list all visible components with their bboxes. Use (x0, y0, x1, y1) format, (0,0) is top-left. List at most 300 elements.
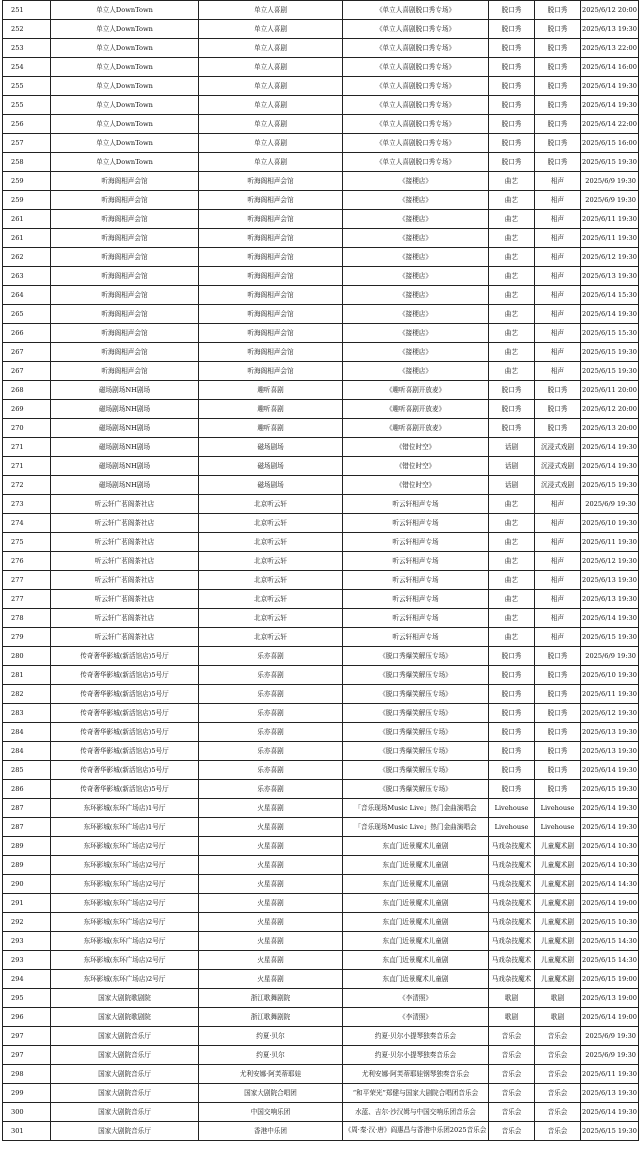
cell-category: 曲艺 (489, 286, 535, 305)
table-row (3, 913, 639, 932)
cell-show-time: 2025/6/14 14:30 (581, 875, 639, 894)
cell-category: Livehouse (489, 799, 535, 818)
table-row (3, 552, 639, 571)
table-row (3, 286, 639, 305)
cell-show-time: 2025/6/13 19:30 (581, 742, 639, 761)
cell-venue: 单立人DownTown (51, 96, 199, 115)
cell-category: 曲艺 (489, 552, 535, 571)
cell-subcategory: 脱口秀 (535, 704, 581, 723)
cell-organizer: 听海阁相声会馆 (199, 343, 343, 362)
cell-organizer: 北京听云轩 (199, 552, 343, 571)
table-row (3, 172, 639, 191)
cell-subcategory: 脱口秀 (535, 1, 581, 20)
cell-organizer: 听海阁相声会馆 (199, 210, 343, 229)
cell-show-title: 尤利安娜·阿芙蒂耶娃钢琴独奏音乐会 (343, 1065, 489, 1084)
table-row (3, 533, 639, 552)
cell-subcategory: 儿童魔术剧 (535, 856, 581, 875)
cell-category: 脱口秀 (489, 39, 535, 58)
cell-organizer: 磁场剧场 (199, 476, 343, 495)
cell-row-number: 259 (3, 191, 51, 210)
cell-organizer: 香港中乐团 (199, 1122, 343, 1141)
cell-row-number: 258 (3, 153, 51, 172)
cell-venue: 东环影城(东环广场店)2号厅 (51, 970, 199, 989)
cell-subcategory: 相声 (535, 248, 581, 267)
cell-organizer: 单立人喜剧 (199, 20, 343, 39)
cell-row-number: 276 (3, 552, 51, 571)
cell-organizer: 尤利安娜·阿芙蒂耶娃 (199, 1065, 343, 1084)
cell-show-time: 2025/6/14 10:30 (581, 856, 639, 875)
cell-category: 马戏杂技魔术 (489, 932, 535, 951)
cell-row-number: 286 (3, 780, 51, 799)
cell-show-title: 《接梗店》 (343, 362, 489, 381)
table-row (3, 1, 639, 20)
cell-show-time: 2025/6/15 16:00 (581, 134, 639, 153)
cell-show-title: 水蓝、吉尔·沙汉姆与中国交响乐团音乐会 (343, 1103, 489, 1122)
cell-venue: 磁场剧场NH剧场 (51, 457, 199, 476)
cell-show-title: 「音乐现场Music Live」热门金曲演唱会 (343, 818, 489, 837)
cell-venue: 单立人DownTown (51, 115, 199, 134)
cell-organizer: 乐亦喜剧 (199, 761, 343, 780)
cell-subcategory: 相声 (535, 571, 581, 590)
cell-category: 曲艺 (489, 514, 535, 533)
cell-organizer: 听海阁相声会馆 (199, 362, 343, 381)
cell-show-title: 《脱口秀爆笑解压专场》 (343, 761, 489, 780)
cell-row-number: 272 (3, 476, 51, 495)
cell-subcategory: 儿童魔术剧 (535, 894, 581, 913)
cell-category: 曲艺 (489, 609, 535, 628)
cell-category: 脱口秀 (489, 742, 535, 761)
cell-show-time: 2025/6/14 10:30 (581, 837, 639, 856)
cell-subcategory: 儿童魔术剧 (535, 837, 581, 856)
cell-category: 歌剧 (489, 1008, 535, 1027)
cell-venue: 听海阁相声会馆 (51, 172, 199, 191)
cell-venue: 听云轩广茗阁茶社店 (51, 609, 199, 628)
cell-show-time: 2025/6/13 19:00 (581, 989, 639, 1008)
schedule-table (2, 0, 639, 1141)
cell-category: 曲艺 (489, 210, 535, 229)
cell-organizer: 趣听喜剧 (199, 400, 343, 419)
cell-category: 曲艺 (489, 571, 535, 590)
cell-organizer: 听海阁相声会馆 (199, 229, 343, 248)
cell-category: 曲艺 (489, 267, 535, 286)
cell-venue: 听海阁相声会馆 (51, 191, 199, 210)
cell-show-time: 2025/6/15 19:30 (581, 1122, 639, 1141)
cell-show-time: 2025/6/14 19:30 (581, 1103, 639, 1122)
cell-category: 音乐会 (489, 1065, 535, 1084)
cell-show-title: 听云轩相声专场 (343, 514, 489, 533)
table-row (3, 932, 639, 951)
cell-show-time: 2025/6/15 19:30 (581, 153, 639, 172)
cell-show-title: 《接梗店》 (343, 172, 489, 191)
cell-category: 脱口秀 (489, 77, 535, 96)
cell-row-number: 284 (3, 742, 51, 761)
table-row (3, 875, 639, 894)
table-row (3, 571, 639, 590)
cell-show-title: 《单立人喜剧脱口秀专场》 (343, 153, 489, 172)
cell-venue: 国家大剧院歌剧院 (51, 989, 199, 1008)
cell-category: 话剧 (489, 457, 535, 476)
cell-show-title: 《接梗店》 (343, 324, 489, 343)
cell-row-number: 255 (3, 96, 51, 115)
cell-show-time: 2025/6/9 19:30 (581, 172, 639, 191)
cell-category: 话剧 (489, 438, 535, 457)
cell-subcategory: 脱口秀 (535, 153, 581, 172)
cell-show-title: 东直门近景魔术儿童剧 (343, 932, 489, 951)
cell-category: 脱口秀 (489, 58, 535, 77)
cell-venue: 磁场剧场NH剧场 (51, 400, 199, 419)
table-row (3, 1122, 639, 1141)
cell-organizer: 磁场剧场 (199, 457, 343, 476)
cell-category: 歌剧 (489, 989, 535, 1008)
cell-category: 曲艺 (489, 533, 535, 552)
cell-show-time: 2025/6/14 16:00 (581, 58, 639, 77)
cell-category: 脱口秀 (489, 704, 535, 723)
cell-show-time: 2025/6/14 19:30 (581, 77, 639, 96)
cell-category: 音乐会 (489, 1084, 535, 1103)
cell-show-title: 《趣听喜剧开放麦》 (343, 400, 489, 419)
cell-venue: 听海阁相声会馆 (51, 305, 199, 324)
cell-category: 脱口秀 (489, 666, 535, 685)
cell-show-time: 2025/6/13 19:30 (581, 20, 639, 39)
cell-show-title: 《错位时空》 (343, 476, 489, 495)
table-row (3, 20, 639, 39)
cell-venue: 传奇奢华影城(新活馆店)5号厅 (51, 780, 199, 799)
cell-row-number: 280 (3, 647, 51, 666)
cell-organizer: 北京听云轩 (199, 495, 343, 514)
table-row (3, 780, 639, 799)
cell-organizer: 浙江歌舞剧院 (199, 989, 343, 1008)
cell-subcategory: 脱口秀 (535, 134, 581, 153)
cell-row-number: 278 (3, 609, 51, 628)
table-row (3, 685, 639, 704)
cell-show-time: 2025/6/12 19:30 (581, 704, 639, 723)
cell-venue: 传奇奢华影城(新活馆店)5号厅 (51, 742, 199, 761)
cell-show-time: 2025/6/11 19:30 (581, 685, 639, 704)
cell-show-time: 2025/6/14 19:30 (581, 438, 639, 457)
cell-row-number: 252 (3, 20, 51, 39)
cell-subcategory: 相声 (535, 305, 581, 324)
table-row (3, 343, 639, 362)
cell-venue: 听海阁相声会馆 (51, 267, 199, 286)
cell-subcategory: 儿童魔术剧 (535, 970, 581, 989)
cell-subcategory: 相声 (535, 362, 581, 381)
cell-show-title: 《单立人喜剧脱口秀专场》 (343, 115, 489, 134)
table-row (3, 115, 639, 134)
cell-organizer: 北京听云轩 (199, 533, 343, 552)
table-row (3, 400, 639, 419)
cell-organizer: 听海阁相声会馆 (199, 286, 343, 305)
cell-row-number: 284 (3, 723, 51, 742)
cell-show-time: 2025/6/15 15:30 (581, 324, 639, 343)
table-row (3, 324, 639, 343)
cell-organizer: 北京听云轩 (199, 571, 343, 590)
cell-row-number: 282 (3, 685, 51, 704)
cell-show-title: 《接梗店》 (343, 248, 489, 267)
cell-venue: 单立人DownTown (51, 1, 199, 20)
cell-venue: 单立人DownTown (51, 20, 199, 39)
cell-subcategory: 相声 (535, 191, 581, 210)
cell-venue: 听云轩广茗阁茶社店 (51, 495, 199, 514)
table-row (3, 1084, 639, 1103)
cell-category: 音乐会 (489, 1103, 535, 1122)
cell-venue: 国家大剧院音乐厅 (51, 1046, 199, 1065)
cell-organizer: 乐亦喜剧 (199, 704, 343, 723)
table-row (3, 590, 639, 609)
cell-venue: 听云轩广茗阁茶社店 (51, 628, 199, 647)
cell-subcategory: 脱口秀 (535, 761, 581, 780)
cell-venue: 传奇奢华影城(新活馆店)5号厅 (51, 647, 199, 666)
cell-venue: 东环影城(东环广场店)2号厅 (51, 951, 199, 970)
cell-subcategory: 音乐会 (535, 1027, 581, 1046)
cell-organizer: 单立人喜剧 (199, 1, 343, 20)
cell-organizer: 火星喜剧 (199, 818, 343, 837)
table-row (3, 77, 639, 96)
cell-row-number: 277 (3, 571, 51, 590)
cell-show-title: 东直门近景魔术儿童剧 (343, 837, 489, 856)
cell-category: 曲艺 (489, 172, 535, 191)
cell-show-title: 东直门近景魔术儿童剧 (343, 856, 489, 875)
cell-show-time: 2025/6/10 19:30 (581, 514, 639, 533)
table-row (3, 210, 639, 229)
cell-venue: 国家大剧院音乐厅 (51, 1084, 199, 1103)
cell-venue: 单立人DownTown (51, 153, 199, 172)
table-row (3, 248, 639, 267)
cell-show-time: 2025/6/12 19:30 (581, 248, 639, 267)
cell-category: 马戏杂技魔术 (489, 913, 535, 932)
cell-category: 脱口秀 (489, 723, 535, 742)
cell-organizer: 听海阁相声会馆 (199, 267, 343, 286)
cell-venue: 国家大剧院音乐厅 (51, 1122, 199, 1141)
cell-show-title: 「音乐现场Music Live」热门金曲演唱会 (343, 799, 489, 818)
table-row (3, 362, 639, 381)
cell-category: 马戏杂技魔术 (489, 894, 535, 913)
cell-row-number: 296 (3, 1008, 51, 1027)
cell-row-number: 294 (3, 970, 51, 989)
cell-show-title: 《单立人喜剧脱口秀专场》 (343, 58, 489, 77)
cell-subcategory: 脱口秀 (535, 58, 581, 77)
cell-venue: 东环影城(东环广场店)1号厅 (51, 818, 199, 837)
cell-row-number: 268 (3, 381, 51, 400)
cell-venue: 国家大剧院音乐厅 (51, 1103, 199, 1122)
cell-row-number: 273 (3, 495, 51, 514)
cell-show-time: 2025/6/13 20:00 (581, 419, 639, 438)
table-row (3, 628, 639, 647)
cell-venue: 单立人DownTown (51, 77, 199, 96)
cell-subcategory: 相声 (535, 343, 581, 362)
cell-row-number: 301 (3, 1122, 51, 1141)
cell-subcategory: 脱口秀 (535, 723, 581, 742)
cell-show-time: 2025/6/13 22:00 (581, 39, 639, 58)
cell-venue: 听云轩广茗阁茶社店 (51, 571, 199, 590)
table-row (3, 1027, 639, 1046)
cell-row-number: 298 (3, 1065, 51, 1084)
cell-show-time: 2025/6/13 19:30 (581, 1084, 639, 1103)
cell-subcategory: 脱口秀 (535, 780, 581, 799)
cell-show-time: 2025/6/15 19:30 (581, 343, 639, 362)
cell-show-time: 2025/6/13 19:30 (581, 571, 639, 590)
cell-show-title: 听云轩相声专场 (343, 533, 489, 552)
cell-organizer: 听海阁相声会馆 (199, 248, 343, 267)
table-row (3, 818, 639, 837)
cell-venue: 听海阁相声会馆 (51, 286, 199, 305)
cell-organizer: 单立人喜剧 (199, 39, 343, 58)
cell-organizer: 单立人喜剧 (199, 153, 343, 172)
cell-show-title: 《脱口秀爆笑解压专场》 (343, 666, 489, 685)
cell-show-title: 《单立人喜剧脱口秀专场》 (343, 77, 489, 96)
cell-category: 脱口秀 (489, 134, 535, 153)
table-row (3, 191, 639, 210)
table-row (3, 495, 639, 514)
cell-category: 脱口秀 (489, 20, 535, 39)
cell-show-title: 《趣听喜剧开放麦》 (343, 419, 489, 438)
table-row (3, 609, 639, 628)
cell-show-title: 《错位时空》 (343, 438, 489, 457)
table-row (3, 419, 639, 438)
table-row (3, 134, 639, 153)
cell-show-time: 2025/6/14 19:00 (581, 1008, 639, 1027)
cell-venue: 东环影城(东环广场店)2号厅 (51, 894, 199, 913)
cell-venue: 听海阁相声会馆 (51, 248, 199, 267)
cell-row-number: 266 (3, 324, 51, 343)
table-row (3, 837, 639, 856)
cell-organizer: 火星喜剧 (199, 856, 343, 875)
cell-show-title: 《单立人喜剧脱口秀专场》 (343, 20, 489, 39)
cell-category: 脱口秀 (489, 115, 535, 134)
cell-show-time: 2025/6/14 22:00 (581, 115, 639, 134)
cell-organizer: 乐亦喜剧 (199, 723, 343, 742)
cell-organizer: 乐亦喜剧 (199, 685, 343, 704)
cell-organizer: 听海阁相声会馆 (199, 305, 343, 324)
cell-category: 马戏杂技魔术 (489, 875, 535, 894)
cell-subcategory: 脱口秀 (535, 115, 581, 134)
cell-venue: 单立人DownTown (51, 58, 199, 77)
cell-venue: 磁场剧场NH剧场 (51, 419, 199, 438)
cell-row-number: 264 (3, 286, 51, 305)
cell-organizer: 北京听云轩 (199, 514, 343, 533)
cell-subcategory: 脱口秀 (535, 96, 581, 115)
cell-category: Livehouse (489, 818, 535, 837)
cell-show-time: 2025/6/14 19:00 (581, 894, 639, 913)
cell-organizer: 中国交响乐团 (199, 1103, 343, 1122)
table-row (3, 799, 639, 818)
cell-category: 脱口秀 (489, 685, 535, 704)
cell-organizer: 单立人喜剧 (199, 96, 343, 115)
table-row (3, 39, 639, 58)
cell-category: 马戏杂技魔术 (489, 951, 535, 970)
cell-organizer: 磁场剧场 (199, 438, 343, 457)
cell-show-title: 听云轩相声专场 (343, 552, 489, 571)
table-row (3, 951, 639, 970)
cell-show-time: 2025/6/12 20:00 (581, 400, 639, 419)
cell-organizer: 趣听喜剧 (199, 381, 343, 400)
cell-category: 马戏杂技魔术 (489, 856, 535, 875)
cell-venue: 磁场剧场NH剧场 (51, 438, 199, 457)
cell-subcategory: 脱口秀 (535, 666, 581, 685)
cell-organizer: 约夏·贝尔 (199, 1027, 343, 1046)
cell-row-number: 287 (3, 818, 51, 837)
cell-show-title: 《接梗店》 (343, 210, 489, 229)
cell-organizer: 火星喜剧 (199, 970, 343, 989)
cell-show-title: 《单立人喜剧脱口秀专场》 (343, 96, 489, 115)
cell-row-number: 277 (3, 590, 51, 609)
cell-subcategory: 脱口秀 (535, 20, 581, 39)
cell-category: 脱口秀 (489, 400, 535, 419)
cell-show-title: 约夏·贝尔小提琴独奏音乐会 (343, 1027, 489, 1046)
cell-row-number: 254 (3, 58, 51, 77)
cell-subcategory: 脱口秀 (535, 742, 581, 761)
cell-organizer: 国家大剧院合唱团 (199, 1084, 343, 1103)
cell-subcategory: 音乐会 (535, 1122, 581, 1141)
cell-show-title: 东直门近景魔术儿童剧 (343, 951, 489, 970)
cell-row-number: 299 (3, 1084, 51, 1103)
table-body (3, 1, 639, 1141)
cell-row-number: 256 (3, 115, 51, 134)
cell-venue: 听海阁相声会馆 (51, 324, 199, 343)
cell-venue: 单立人DownTown (51, 39, 199, 58)
cell-organizer: 北京听云轩 (199, 590, 343, 609)
cell-show-time: 2025/6/14 19:30 (581, 799, 639, 818)
cell-row-number: 253 (3, 39, 51, 58)
cell-venue: 磁场剧场NH剧场 (51, 476, 199, 495)
cell-row-number: 257 (3, 134, 51, 153)
cell-row-number: 289 (3, 837, 51, 856)
cell-venue: 听云轩广茗阁茶社店 (51, 533, 199, 552)
cell-show-title: 约夏·贝尔小提琴独奏音乐会 (343, 1046, 489, 1065)
table-row (3, 761, 639, 780)
cell-subcategory: 儿童魔术剧 (535, 913, 581, 932)
cell-show-time: 2025/6/12 19:30 (581, 552, 639, 571)
cell-show-time: 2025/6/9 19:30 (581, 191, 639, 210)
cell-row-number: 262 (3, 248, 51, 267)
cell-show-title: 听云轩相声专场 (343, 628, 489, 647)
cell-row-number: 261 (3, 210, 51, 229)
cell-subcategory: 相声 (535, 514, 581, 533)
cell-organizer: 约夏·贝尔 (199, 1046, 343, 1065)
cell-subcategory: 歌剧 (535, 989, 581, 1008)
cell-show-time: 2025/6/9 19:30 (581, 1027, 639, 1046)
cell-category: 脱口秀 (489, 419, 535, 438)
table-row (3, 666, 639, 685)
cell-show-time: 2025/6/14 19:30 (581, 761, 639, 780)
cell-category: 曲艺 (489, 628, 535, 647)
cell-category: 脱口秀 (489, 647, 535, 666)
cell-subcategory: 沉浸式戏剧 (535, 438, 581, 457)
cell-show-time: 2025/6/11 19:30 (581, 229, 639, 248)
cell-show-title: 东直门近景魔术儿童剧 (343, 913, 489, 932)
cell-row-number: 295 (3, 989, 51, 1008)
cell-row-number: 261 (3, 229, 51, 248)
cell-row-number: 293 (3, 951, 51, 970)
cell-venue: 磁场剧场NH剧场 (51, 381, 199, 400)
cell-row-number: 265 (3, 305, 51, 324)
cell-subcategory: 相声 (535, 628, 581, 647)
table-row (3, 1046, 639, 1065)
cell-show-time: 2025/6/15 19:30 (581, 628, 639, 647)
cell-venue: 单立人DownTown (51, 134, 199, 153)
cell-subcategory: 相声 (535, 172, 581, 191)
cell-organizer: 火星喜剧 (199, 932, 343, 951)
cell-subcategory: 音乐会 (535, 1046, 581, 1065)
cell-organizer: 北京听云轩 (199, 628, 343, 647)
table-row (3, 704, 639, 723)
cell-subcategory: 相声 (535, 552, 581, 571)
table-row (3, 381, 639, 400)
cell-row-number: 292 (3, 913, 51, 932)
cell-row-number: 263 (3, 267, 51, 286)
cell-venue: 听云轩广茗阁茶社店 (51, 552, 199, 571)
cell-show-time: 2025/6/10 19:30 (581, 666, 639, 685)
cell-row-number: 267 (3, 362, 51, 381)
